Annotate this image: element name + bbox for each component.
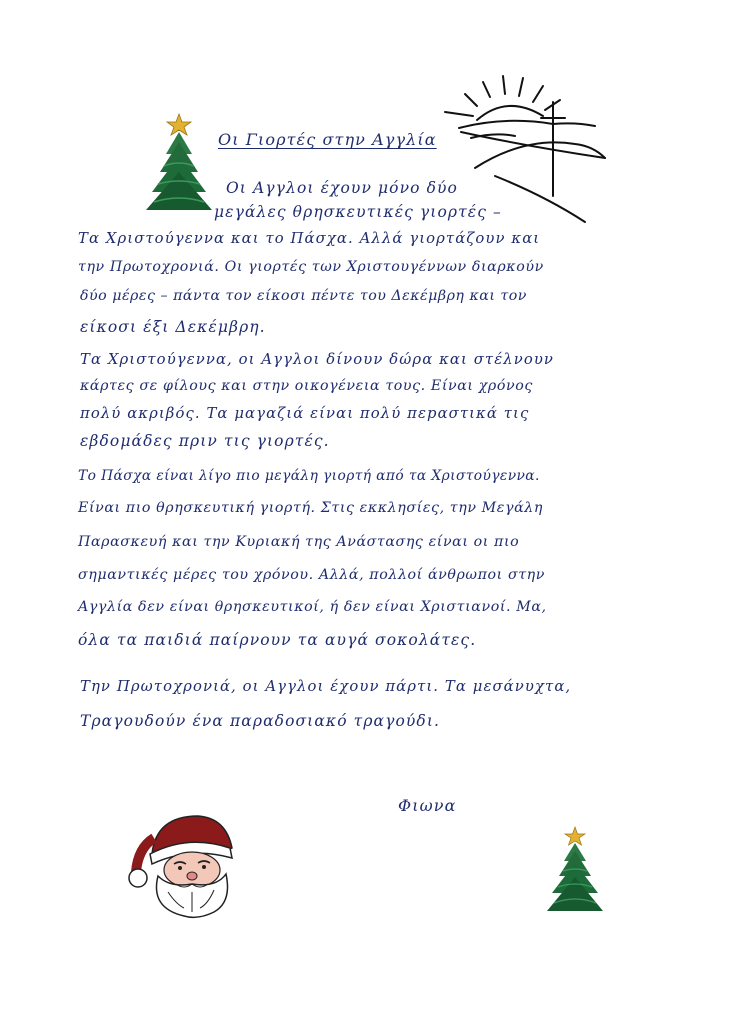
santa-claus-icon <box>128 808 248 920</box>
letter-line: εβδομάδες πριν τις γιορτές. <box>80 432 330 450</box>
letter-line: Είναι πιο θρησκευτική γιορτή. Στις εκκλησίες, την Μεγάλη <box>78 500 543 516</box>
letter-line: κάρτες σε φίλους και στην οικογένεια τους. Είναι χρόνος <box>80 378 533 394</box>
letter-line: σημαντικές μέρες του χρόνου. Αλλά, πολλοί άνθρωποι στην <box>78 567 545 583</box>
letter-line: όλα τα παιδιά παίρνουν τα αυγά σοκολάτες. <box>78 631 477 649</box>
letter-line: πολύ ακριβός. Τα μαγαζιά είναι πολύ πεpαστικά τις <box>80 405 530 422</box>
letter-line: μεγάλες θρησκευτικές γιορτές – <box>214 203 502 221</box>
letter-line: Οι Αγγλοι έχουν μόνο δύο <box>226 179 458 197</box>
christmas-tree-icon <box>542 825 608 915</box>
letter-title: Οι Γιορτές στην Αγγλία <box>218 130 437 149</box>
letter-line: Τα Χριστούγεννα, οι Αγγλοι δίνουν δώρα και στέλνουν <box>80 351 555 368</box>
christmas-tree-icon <box>140 110 218 218</box>
letter-line: την Πρωτοχρονιά. Οι γιορτές των Χριστουγέννων διαρκούν <box>78 259 544 275</box>
letter-line: δύο μέρες – πάντα τον είκοσι πέντε του Δεκέμβρη και τον <box>80 288 527 304</box>
sunrise-hills-cross-icon <box>435 72 610 224</box>
letter-line: Το Πάσχα είναι λίγο πιο μεγάλη γιορτή από τα Χριστούγεννα. <box>78 468 540 484</box>
letter-line: είκοσι έξι Δεκέμβρη. <box>80 318 266 336</box>
letter-line: Παρασκευή και την Κυριακή της Ανάστασης είναι οι πιο <box>78 534 520 550</box>
letter-line: Τα Χριστούγεννα και το Πάσχα. Αλλά γιορτάζουν και <box>78 230 541 247</box>
letter-line: Αγγλία δεν είναι θρησκευτικοί, ή δεν είναι Χριστιανοί. Μα, <box>78 599 547 615</box>
signature: Φιωνα <box>398 796 457 815</box>
letter-line: Τραγουδούν ένα παραδοσιακό τραγούδι. <box>80 712 441 730</box>
letter-line: Την Πρωτοχρονιά, οι Αγγλοι έχουν πάρτι. Τα μεσάνυχτα, <box>80 678 572 695</box>
